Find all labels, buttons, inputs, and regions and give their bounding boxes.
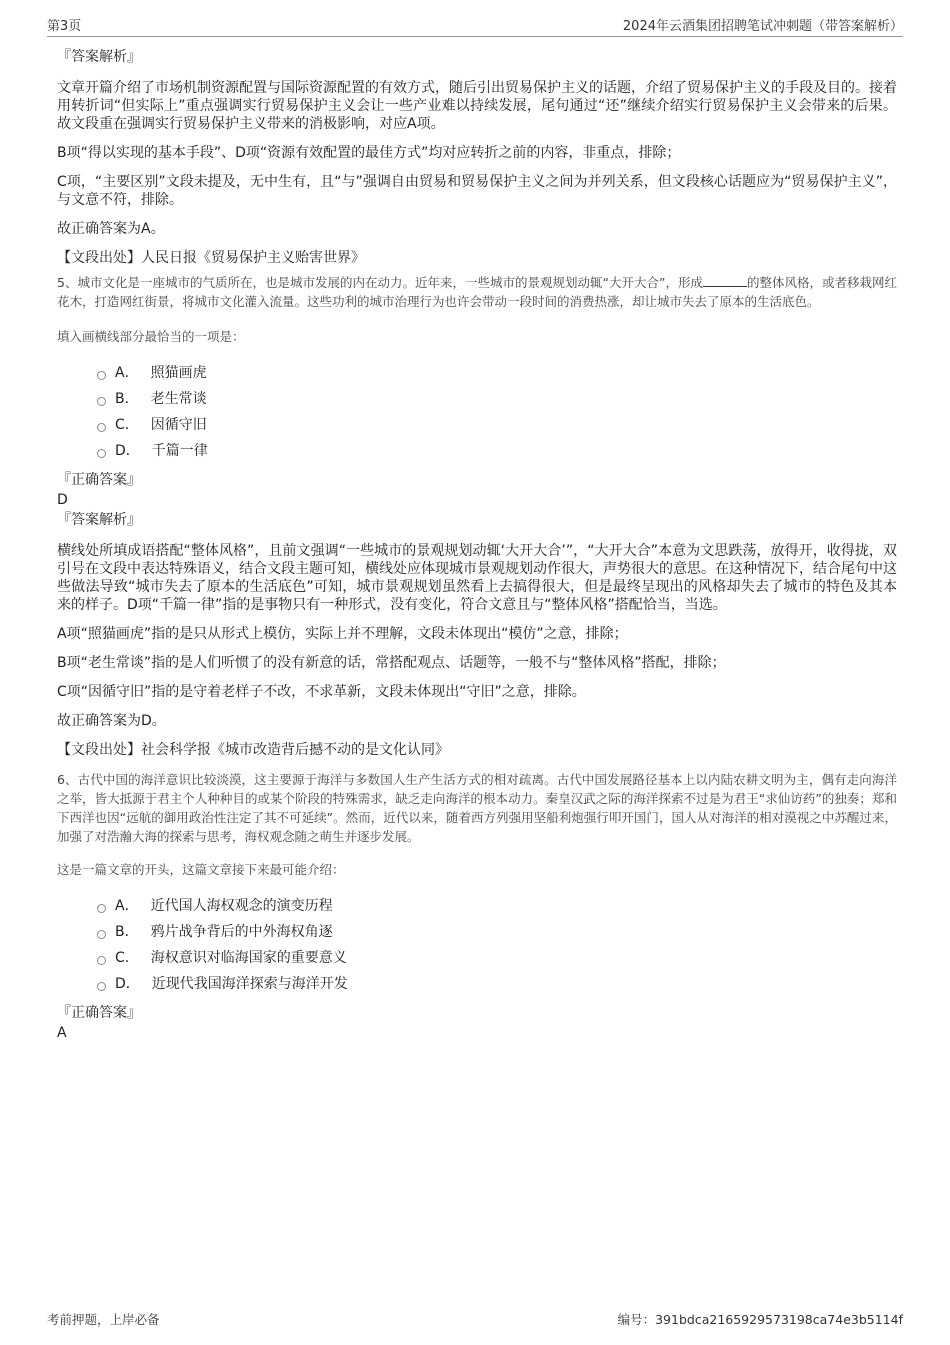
q5-options bbox=[57, 359, 897, 463]
q5-prompt: 填入画横线部分最恰当的一项是： bbox=[57, 329, 245, 344]
option-text: 近代国人海权观念的演变历程 bbox=[150, 898, 333, 914]
q5-source: 【文段出处】社会科学报《城市改造背后撼不动的是文化认同》 bbox=[57, 742, 449, 758]
q5-answer: D bbox=[57, 492, 68, 508]
q5-analysis-para-3: B项“老生常谈”指的是人们听惯了的没有新意的话，常搭配观点、话题等，一般不与“整体风格”搭配，排除； bbox=[57, 655, 726, 671]
option-letter: D． bbox=[115, 443, 140, 459]
q5-analysis-para-2: A项“照猫画虎”指的是只从形式上模仿，实际上并不理解，文段未体现出“模仿”之意，排除； bbox=[57, 626, 628, 642]
q5-stem-after: 的整体风格，或者移栽网红花木，打造网红街景，将城市文化灌入流量。这些功利的城市治理行为也许会带动一段时间的消费热涨，却让城市失去了原本的生活底色。 bbox=[57, 275, 897, 309]
footer-slogan: 考前押题，上岸必备 bbox=[47, 1312, 160, 1327]
page-footer bbox=[47, 1310, 903, 1328]
option-text: 海权意识对临海国家的重要意义 bbox=[150, 950, 347, 966]
q4-analysis-para-3: C项，“主要区别”文段未提及，无中生有，且“与”强调自由贸易和贸易保护主义之间为并列关系，但文段核心话题应为“贸易保护主义”，与文意不符，排除。 bbox=[57, 174, 897, 208]
option-text: 因循守旧 bbox=[150, 417, 207, 433]
option-letter: C． bbox=[115, 417, 139, 433]
q5-option-b[interactable] bbox=[97, 385, 897, 411]
q5-analysis-para-4: C项“因循守旧”指的是守着老样子不改，不求革新，文段未体现出“守旧”之意，排除。 bbox=[57, 684, 586, 700]
q6-option-d[interactable] bbox=[97, 970, 897, 996]
page-number: 第3页 bbox=[47, 19, 82, 34]
q4-source: 【文段出处】人民日报《贸易保护主义贻害世界》 bbox=[57, 250, 365, 266]
q5-analysis-para-1: 横线处所填成语搭配“整体风格”，且前文强调“一些城市的景观规划动辄‘大开大合’”，“大开大合”本意为文思跌荡，放得开，收得拢，双引号在文段中表达特殊语义，结合文段主题可知，横线处应体现城市景观规划动作很大，声势很大的意思。在这种情况下，结合尾句中这些做法导致“城市失去了原本的生活底色”可知，城市景观规划虽然看上去搞得很大，但是最终呈现出的风格却失去了城市的特色及其本来的样子。D项“千篇一律”指的是事物只有一种形式，没有变化，符合文意且与“整体风格”搭配恰当，当选。 bbox=[57, 543, 897, 613]
q5-analysis-label: 『答案解析』 bbox=[57, 512, 141, 528]
document-title: 2024年云酒集团招聘笔试冲刺题（带答案解析） bbox=[622, 19, 903, 34]
radio-icon[interactable] bbox=[97, 449, 106, 458]
q4-analysis-label: 『答案解析』 bbox=[57, 49, 141, 65]
radio-icon[interactable] bbox=[97, 956, 106, 965]
q5-option-a[interactable] bbox=[97, 359, 897, 385]
option-text: 近现代我国海洋探索与海洋开发 bbox=[151, 976, 348, 992]
q4-analysis-para-1: 文章开篇介绍了市场机制资源配置与国际资源配置的有效方式，随后引出贸易保护主义的话题，介绍了贸易保护主义的手段及目的。接着用转折词“但实际上”重点强调实行贸易保护主义会让一些产业难以持续发展，尾句通过“还”继续介绍实行贸易保护主义会带来的后果。故文段重在强调实行贸易保护主义带来的消极影响，对应A项。 bbox=[57, 80, 897, 132]
document-id: 编号：391bdca2165929573198ca74e3b5114f bbox=[617, 1312, 903, 1327]
option-letter: B． bbox=[115, 391, 139, 407]
q5-blank bbox=[703, 274, 747, 287]
option-letter: D． bbox=[115, 976, 140, 992]
option-letter: A． bbox=[115, 365, 139, 381]
option-text: 千篇一律 bbox=[151, 443, 208, 459]
q5-stem-before: 5、城市文化是一座城市的气质所在，也是城市发展的内在动力。近年来，一些城市的景观规划动辄“大开大合”，形成 bbox=[57, 275, 703, 290]
q5-option-d[interactable] bbox=[97, 437, 897, 463]
radio-icon[interactable] bbox=[97, 904, 106, 913]
q6-answer: A bbox=[57, 1025, 67, 1041]
q6-options bbox=[57, 892, 897, 996]
q6-option-c[interactable] bbox=[97, 944, 897, 970]
q6-prompt: 这是一篇文章的开头，这篇文章接下来最可能介绍： bbox=[57, 862, 345, 877]
q5-option-c[interactable] bbox=[97, 411, 897, 437]
q5-conclusion: 故正确答案为D。 bbox=[57, 713, 166, 729]
option-letter: C． bbox=[115, 950, 139, 966]
radio-icon[interactable] bbox=[97, 371, 106, 380]
option-letter: A． bbox=[115, 898, 139, 914]
option-text: 鸦片战争背后的中外海权角逐 bbox=[150, 924, 333, 940]
q4-analysis-para-2: B项“得以实现的基本手段”、D项“资源有效配置的最佳方式”均对应转折之前的内容，非重点，排除； bbox=[57, 145, 681, 161]
option-letter: B． bbox=[115, 924, 139, 940]
q6-stem: 6、古代中国的海洋意识比较淡漠，这主要源于海洋与多数国人生产生活方式的相对疏离。古代中国发展路径基本上以内陆农耕文明为主，偶有走向海洋之举，皆大抵源于君主个人种种目的或某个阶段的特殊需求，缺乏走向海洋的根本动力。秦皇汉武之际的海洋探索不过是为君王“求仙访药”的独奏；郑和下西洋也因“远航的御用政治性注定了其不可延续”。然而，近代以来，随着西方列强用坚船利炮强行叩开国门，国人从对海洋的相对漠视之中苏醒过来，加强了对浩瀚大海的探索与思考，海权观念随之萌生并逐步发展。 bbox=[57, 772, 897, 844]
radio-icon[interactable] bbox=[97, 423, 106, 432]
q4-conclusion: 故正确答案为A。 bbox=[57, 221, 165, 237]
option-text: 老生常谈 bbox=[150, 391, 207, 407]
radio-icon[interactable] bbox=[97, 982, 106, 991]
q5-correct-label: 『正确答案』 bbox=[57, 472, 141, 488]
radio-icon[interactable] bbox=[97, 930, 106, 939]
q5-stem bbox=[57, 273, 897, 311]
page-header bbox=[47, 12, 903, 37]
page-content bbox=[57, 46, 897, 1042]
option-text: 照猫画虎 bbox=[150, 365, 207, 381]
q6-correct-label: 『正确答案』 bbox=[57, 1005, 141, 1021]
q6-option-a[interactable] bbox=[97, 892, 897, 918]
q6-option-b[interactable] bbox=[97, 918, 897, 944]
radio-icon[interactable] bbox=[97, 397, 106, 406]
